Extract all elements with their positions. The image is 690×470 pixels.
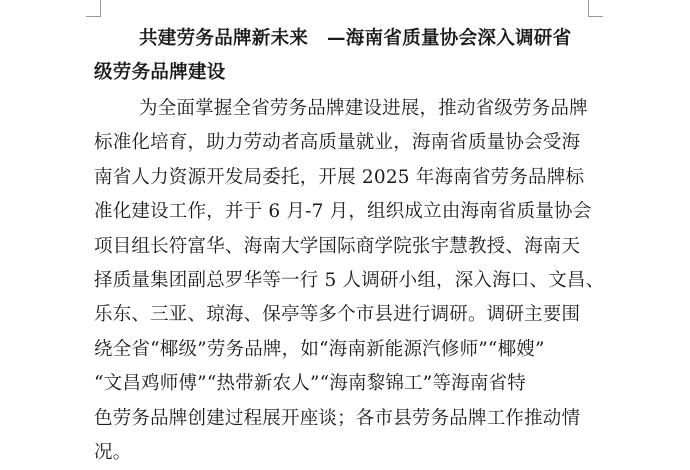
paragraph-line: 标准化培育，助力劳动者高质量就业，海南省质量协会受海 bbox=[94, 132, 581, 154]
title-line-1: 共建劳务品牌新未来 —海南省质量协会深入调研省 bbox=[139, 28, 572, 49]
paragraph-line: 乐东、三亚、琼海、保亭等多个市县进行调研。调研主要围 bbox=[94, 304, 581, 326]
paragraph-line: 绕全省“椰级”劳务品牌，如“海南新能源汽修师”“椰嫂” bbox=[94, 338, 545, 360]
corner-crop-mark-top-right bbox=[588, 0, 603, 17]
paragraph-line: 为全面掌握全省劳务品牌建设进展，推动省级劳务品牌 bbox=[139, 98, 588, 119]
paragraph-line: “文昌鸡师傅”“热带新农人”“海南黎锦工”等海南省特 bbox=[94, 373, 526, 395]
paragraph-line: 项目组长符富华、海南大学国际商学院张宇慧教授、海南天 bbox=[94, 235, 581, 257]
paragraph-line: 况。 bbox=[94, 442, 132, 464]
paragraph-line: 择质量集团副总罗华等一行 5 人调研小组，深入海口、文昌、 bbox=[94, 270, 605, 292]
body-paragraph bbox=[94, 92, 605, 470]
document-title bbox=[94, 22, 600, 90]
paragraph-line: 南省人力资源开发局委托，开展 2025 年海南省劳务品牌标 bbox=[94, 166, 585, 188]
paragraph-line: 色劳务品牌创建过程展开座谈；各市县劳务品牌工作推动情 bbox=[94, 407, 581, 429]
paragraph-line: 准化建设工作，并于 6 月-7 月，组织成立由海南省质量协会 bbox=[94, 201, 592, 223]
title-line-2: 级劳务品牌建设 bbox=[94, 62, 226, 83]
corner-crop-mark-top-left bbox=[86, 0, 101, 17]
